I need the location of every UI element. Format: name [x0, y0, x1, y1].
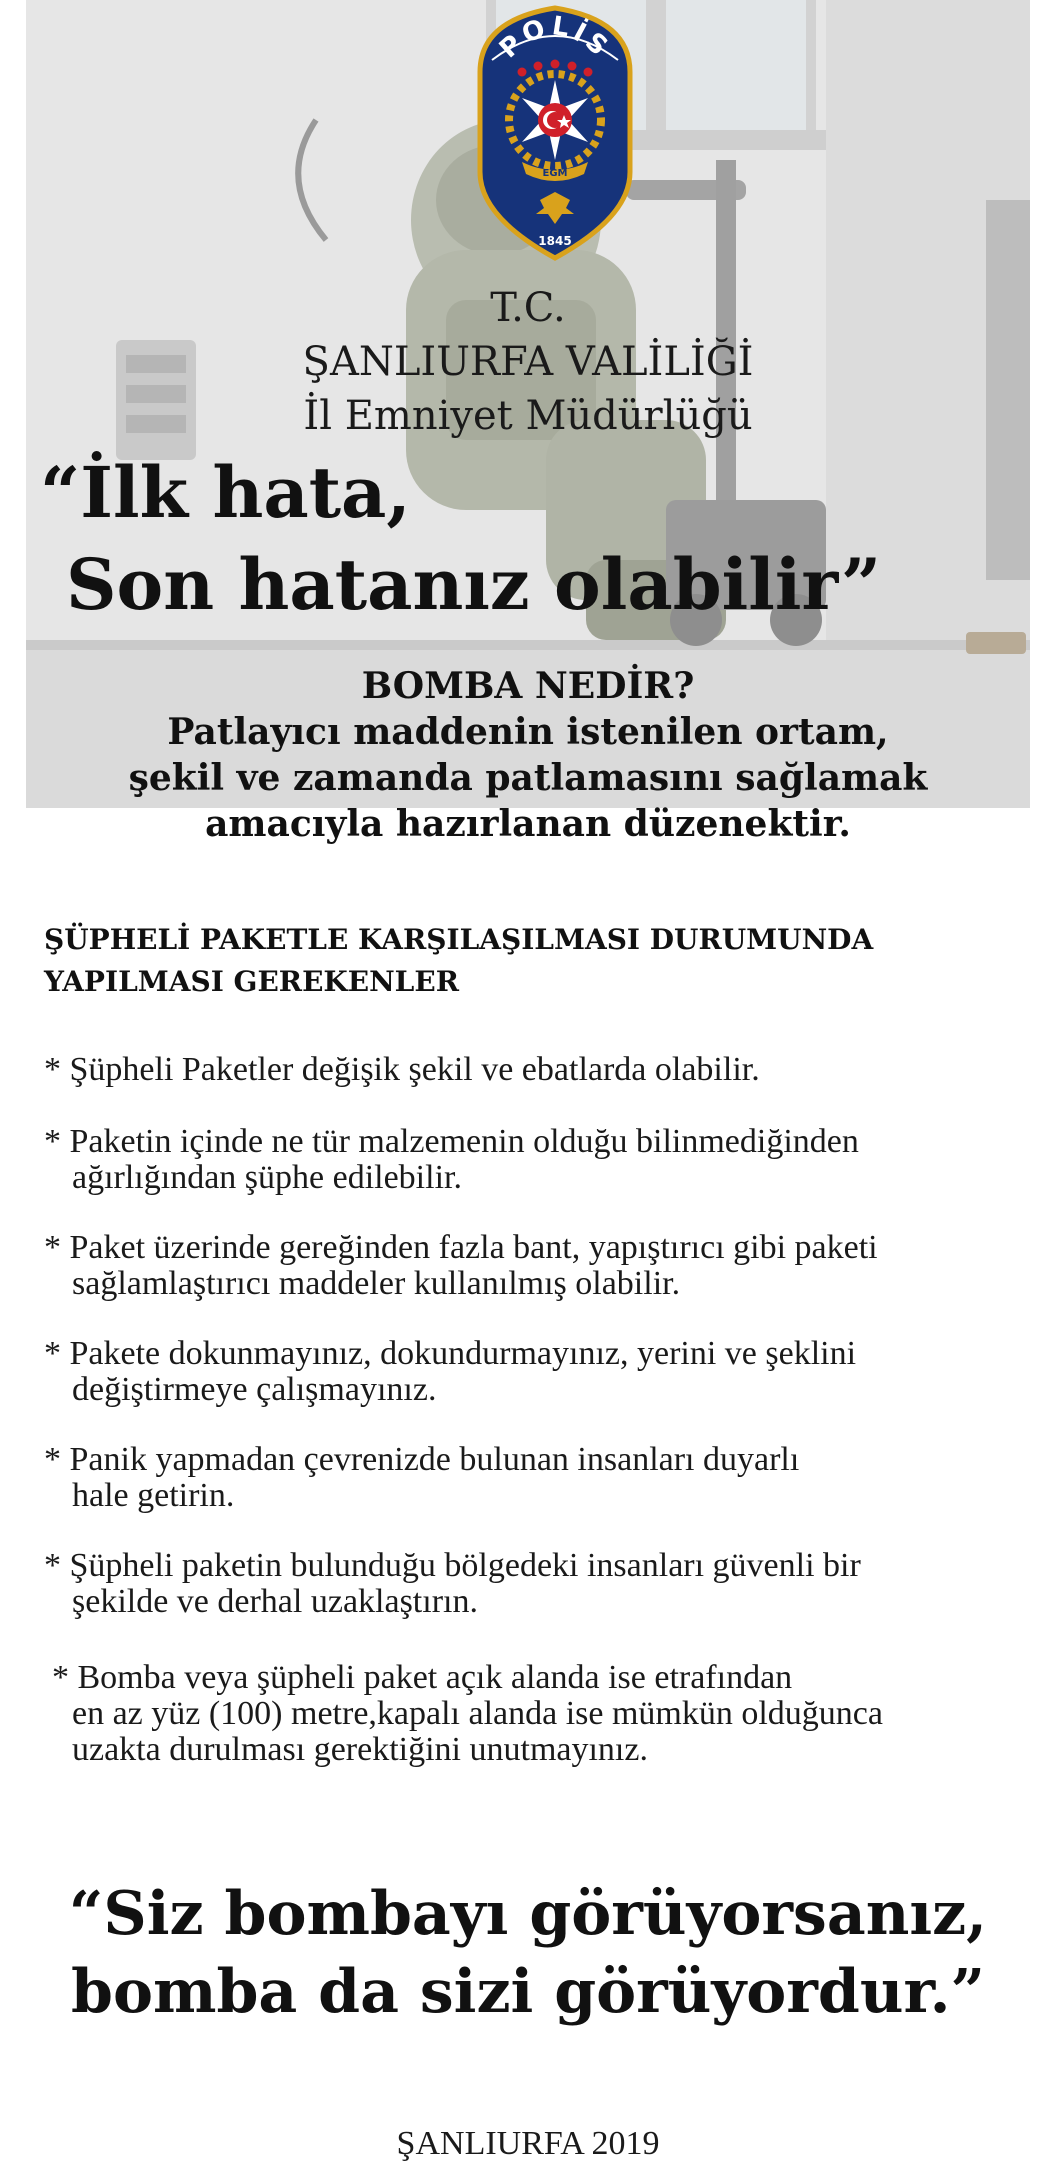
definition-line-3: amacıyla hazırlanan düzenektir. [205, 803, 851, 845]
list-item-text: * Şüpheli Paketler değişik şekil ve ebatlarda olabilir. [44, 1051, 760, 1088]
list-item-text: en az yüz (100) metre,kapalı alanda ise mümkün olduğunca [72, 1695, 883, 1732]
list-item-text: * Pakete dokunmayınız, dokundurmayınız, yerini ve şeklini [44, 1335, 857, 1372]
list-item-text: hale getirin. [72, 1477, 235, 1514]
definition-line-2: şekil ve zamanda patlamasını sağlamak [128, 757, 928, 799]
list-item-text: * Panik yapmadan çevrenizde bulunan insanları duyarlı [44, 1441, 800, 1478]
closing-line-2: bomba da sizi görüyordur.” [70, 1957, 985, 2027]
list-item-text: * Bomba veya şüpheli paket açık alanda ise etrafından [52, 1659, 793, 1696]
section-title-line-1: ŞÜPHELİ PAKETLE KARŞILAŞILMASI DURUMUNDA [44, 923, 874, 956]
footer-place-year: ŞANLIURFA 2019 [396, 2125, 660, 2162]
list-item [44, 1052, 760, 1088]
list-item-text: şekilde ve derhal uzaklaştırın. [72, 1583, 478, 1620]
definition-line-1: Patlayıcı maddenin istenilen ortam, [167, 711, 889, 753]
list-item [44, 1336, 856, 1408]
section-title-line-2: YAPILMASI GEREKENLER [44, 965, 459, 998]
list-item [44, 1124, 859, 1196]
list-item-text: ağırlığından şüphe edilebilir. [72, 1159, 462, 1196]
list-item-text: * Paket üzerinde gereğinden fazla bant, yapıştırıcı gibi paketi [44, 1229, 878, 1266]
list-item-text: değiştirmeye çalışmayınız. [72, 1371, 437, 1408]
police-shield-icon [460, 2, 650, 264]
closing-line-1: “Siz bombayı görüyorsanız, [68, 1879, 988, 1949]
list-item [44, 1442, 799, 1514]
list-item-text: uzakta durulması gerektiğini unutmayınız. [72, 1731, 648, 1768]
badge-top-text: POLİS [494, 11, 617, 65]
header-tc: T.C. [490, 285, 566, 331]
list-item [52, 1660, 883, 1768]
list-item-text: sağlamlaştırıcı maddeler kullanılmış olabilir. [72, 1265, 681, 1302]
list-item [44, 1548, 861, 1620]
header-valilik: ŞANLIURFA VALİLİĞİ [302, 339, 754, 385]
list-item-text: * Paketin içinde ne tür malzemenin olduğu bilinmediğinden [44, 1123, 859, 1160]
header-emniyet: İl Emniyet Müdürlüğü [303, 393, 753, 439]
police-badge-logo [460, 2, 650, 264]
list-item-text: * Şüpheli paketin bulunduğu bölgedeki insanları güvenli bir [44, 1547, 861, 1584]
slogan-line-1: “İlk hata, [40, 451, 411, 534]
badge-year: 1845 [538, 234, 572, 248]
definition-title: BOMBA NEDİR? [361, 665, 695, 707]
badge-inner-text: EGM [542, 168, 568, 179]
slogan-line-2: Son hatanız olabilir” [66, 543, 882, 626]
list-item [44, 1230, 878, 1302]
